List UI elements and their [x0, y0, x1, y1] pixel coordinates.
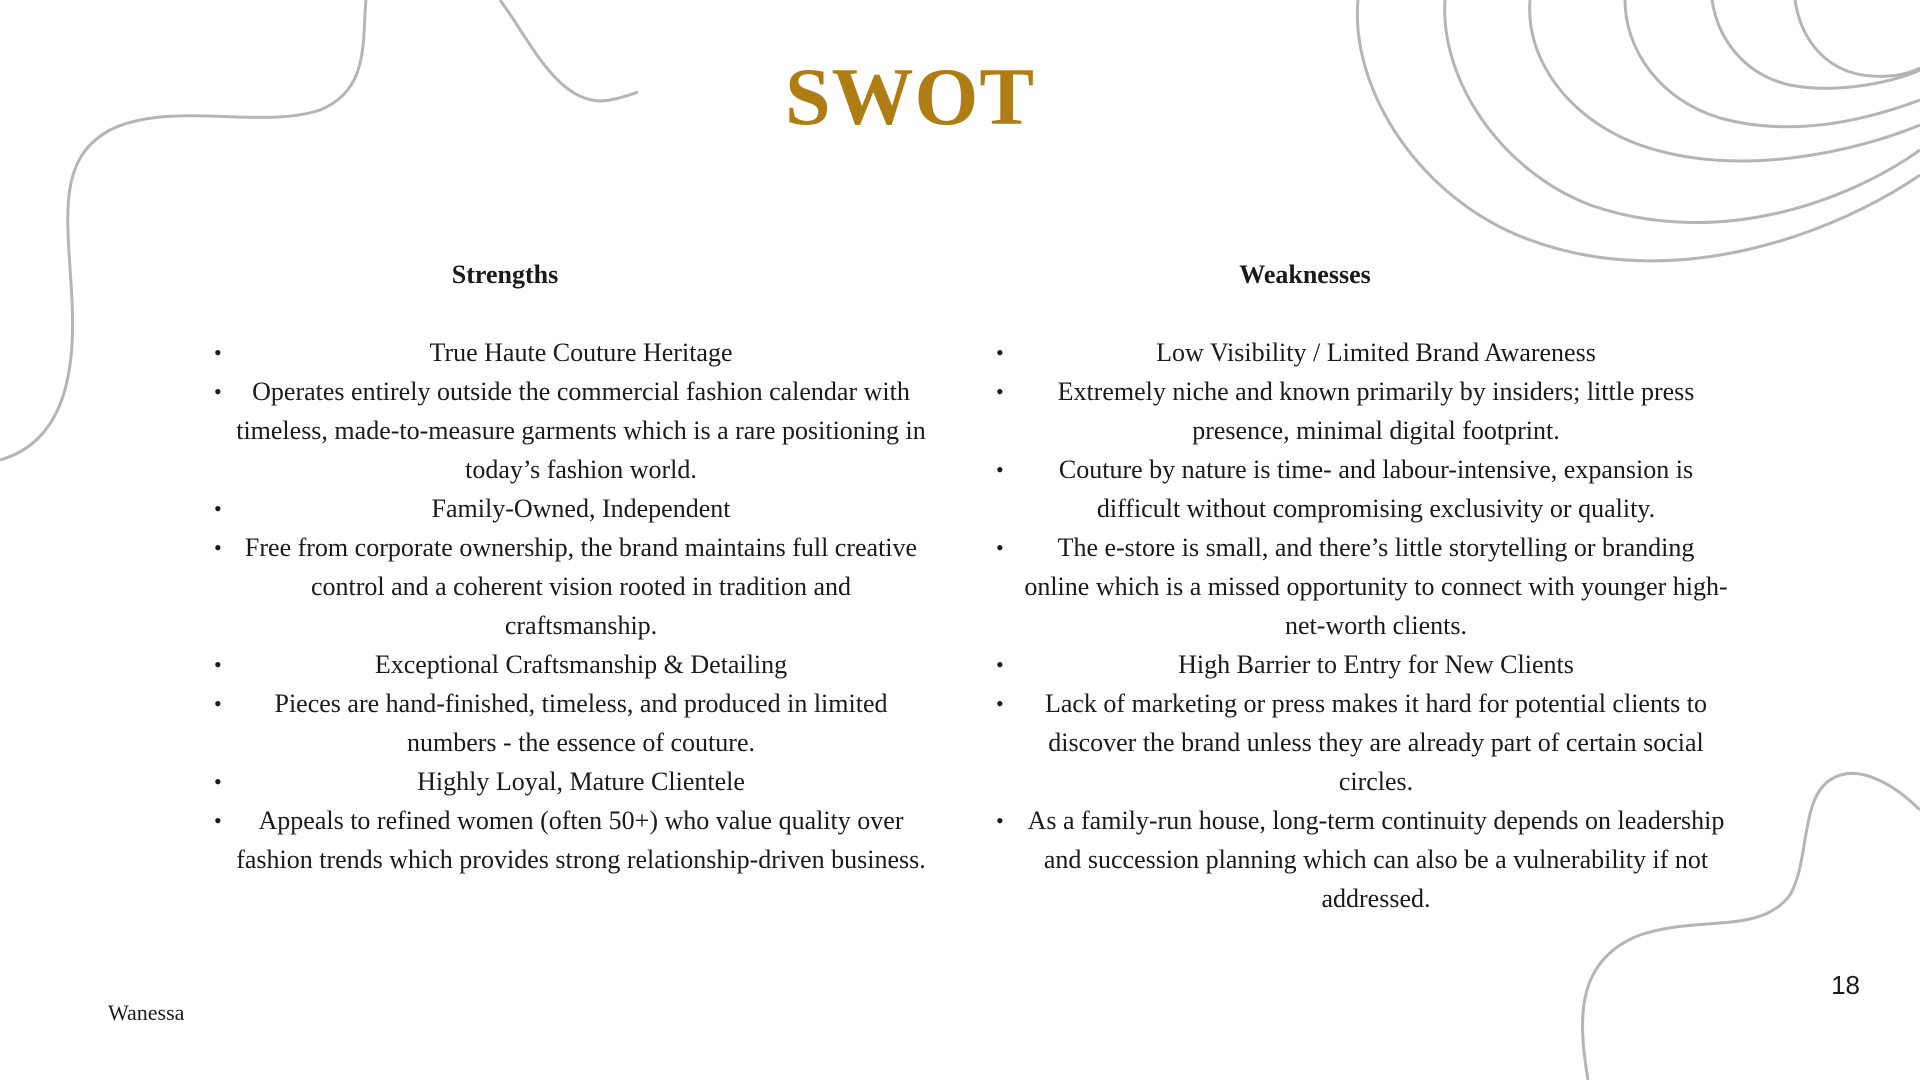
weaknesses-item-text: Low Visibility / Limited Brand Awareness [1156, 338, 1596, 367]
strengths-item-text: True Haute Couture Heritage [429, 338, 733, 367]
strengths-item-text: Free from corporate ownership, the brand maintains full creative control and a coherent vision rooted in tradition and craftsmanship. [244, 533, 918, 640]
bullet-icon: • [996, 457, 1004, 482]
bullet-icon: • [214, 808, 222, 833]
weaknesses-item-text: As a family-run house, long-term continuity depends on leadership and succession planning which can also be a vulnerability if not addressed. [1027, 806, 1725, 913]
strengths-item [180, 762, 930, 801]
strengths-item [180, 645, 930, 684]
weaknesses-item-text: Lack of marketing or press makes it hard for potential clients to discover the brand unless they are already part of certain social circles. [1044, 689, 1708, 796]
weaknesses-item [960, 684, 1730, 801]
bullet-icon: • [214, 691, 222, 716]
strengths-item-text: Appeals to refined women (often 50+) who value quality over fashion trends which provides strong relationship-driven business. [236, 806, 926, 874]
strengths-item-text: Operates entirely outside the commercial fashion calendar with timeless, made-to-measure garments which is a rare positioning in today’s fashion world. [236, 377, 926, 484]
strengths-list [180, 333, 930, 879]
weaknesses-item [960, 645, 1730, 684]
bullet-icon: • [214, 340, 222, 365]
weaknesses-item-text: Extremely niche and known primarily by insiders; little press presence, minimal digital footprint. [1057, 377, 1695, 445]
weaknesses-heading: Weaknesses [1239, 260, 1371, 289]
strengths-item [180, 801, 930, 879]
bullet-icon: • [214, 535, 222, 560]
bullet-icon: • [214, 379, 222, 404]
bullet-icon: • [996, 808, 1004, 833]
page-number: 18 [1831, 970, 1860, 1000]
strengths-item-text: Family-Owned, Independent [431, 494, 731, 523]
strengths-item [180, 528, 930, 645]
bullet-icon: • [996, 379, 1004, 404]
weaknesses-item [960, 372, 1730, 450]
bullet-icon: • [214, 769, 222, 794]
bullet-icon: • [996, 340, 1004, 365]
weaknesses-list [960, 333, 1730, 918]
weaknesses-item-text: The e-store is small, and there’s little storytelling or branding online which is a missed opportunity to connect with younger high-net-worth clients. [1024, 533, 1728, 640]
strengths-item-text: Highly Loyal, Mature Clientele [417, 767, 745, 796]
weaknesses-item [960, 528, 1730, 645]
strengths-section [180, 255, 930, 879]
weaknesses-item [960, 333, 1730, 372]
weaknesses-item [960, 450, 1730, 528]
bullet-icon: • [996, 535, 1004, 560]
weaknesses-item-text: Couture by nature is time- and labour-intensive, expansion is difficult without compromising exclusivity or quality. [1058, 455, 1694, 523]
strengths-item [180, 684, 930, 762]
bullet-icon: • [996, 652, 1004, 677]
bullet-icon: • [214, 496, 222, 521]
bullet-icon: • [996, 691, 1004, 716]
strengths-item-text: Pieces are hand-finished, timeless, and produced in limited numbers - the essence of couture. [274, 689, 888, 757]
strengths-item-text: Exceptional Craftsmanship & Detailing [374, 650, 788, 679]
weaknesses-item-text: High Barrier to Entry for New Clients [1178, 650, 1574, 679]
weaknesses-section [960, 255, 1730, 918]
strengths-heading: Strengths [451, 260, 559, 289]
bullet-icon: • [214, 652, 222, 677]
strengths-item [180, 372, 930, 489]
weaknesses-item [960, 801, 1730, 918]
strengths-item [180, 489, 930, 528]
slide-title: SWOT [784, 51, 1036, 142]
strengths-item [180, 333, 930, 372]
footer-author-name: Wanessa [108, 1000, 185, 1025]
